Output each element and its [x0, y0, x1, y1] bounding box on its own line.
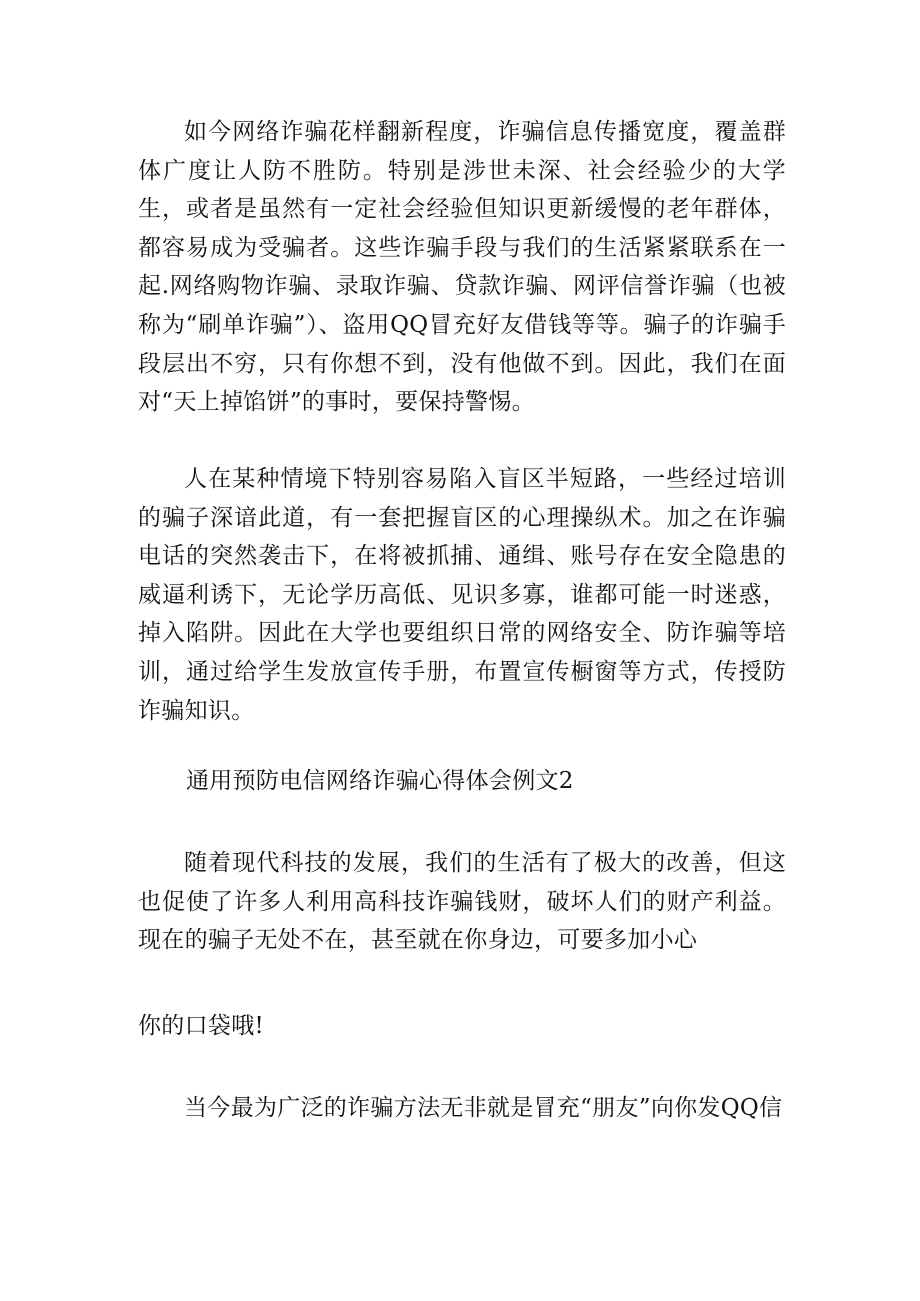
section-heading: 通用预防电信网络诈骗心得体会例文2 — [186, 768, 574, 794]
body-paragraph-3: 随着现代科技的发展，我们的生活有了极大的改善，但这也促使了许多人利用高科技诈骗钱财，破坏人们的财产利益。现在的骗子无处不在，甚至就在你身边，可要多加小心 — [138, 850, 786, 954]
body-paragraph-1: 如今网络诈骗花样翻新程度，诈骗信息传播宽度，覆盖群体广度让人防不胜防。特别是涉世未深、社会经验少的大学生，或者是虽然有一定社会经验但知识更新缓慢的老年群体，都容易成为受骗者。这些诈骗手段与我们的生活紧紧联系在一起.网络购物诈骗、录取诈骗、贷款诈骗、网评信誉诈骗（也被称为“刷单诈骗”）、盗用QQ冒充好友借钱等等。骗子的诈骗手段层出不穷，只有你想不到，没有他做不到。因此，我们在面对“天上掉馅饼”的事时，要保持警惕。 — [138, 119, 786, 416]
body-paragraph-2: 人在某种情境下特别容易陷入盲区半短路，一些经过培训的骗子深谙此道，有一套把握盲区的心理操纵术。加之在诈骗电话的突然袭击下，在将被抓捕、通缉、账号存在安全隐患的威逼利诱下，无论学历高低、见识多寡，谁都可能一时迷惑，掉入陷阱。因此在大学也要组织日常的网络安全、防诈骗等培训，通过给学生发放宣传手册，布置宣传橱窗等方式，传授防诈骗知识。 — [138, 466, 786, 724]
body-paragraph-4: 你的口袋哦! — [138, 1013, 265, 1039]
body-paragraph-5: 当今最为广泛的诈骗方法无非就是冒充“朋友”向你发QQ信 — [184, 1095, 783, 1121]
